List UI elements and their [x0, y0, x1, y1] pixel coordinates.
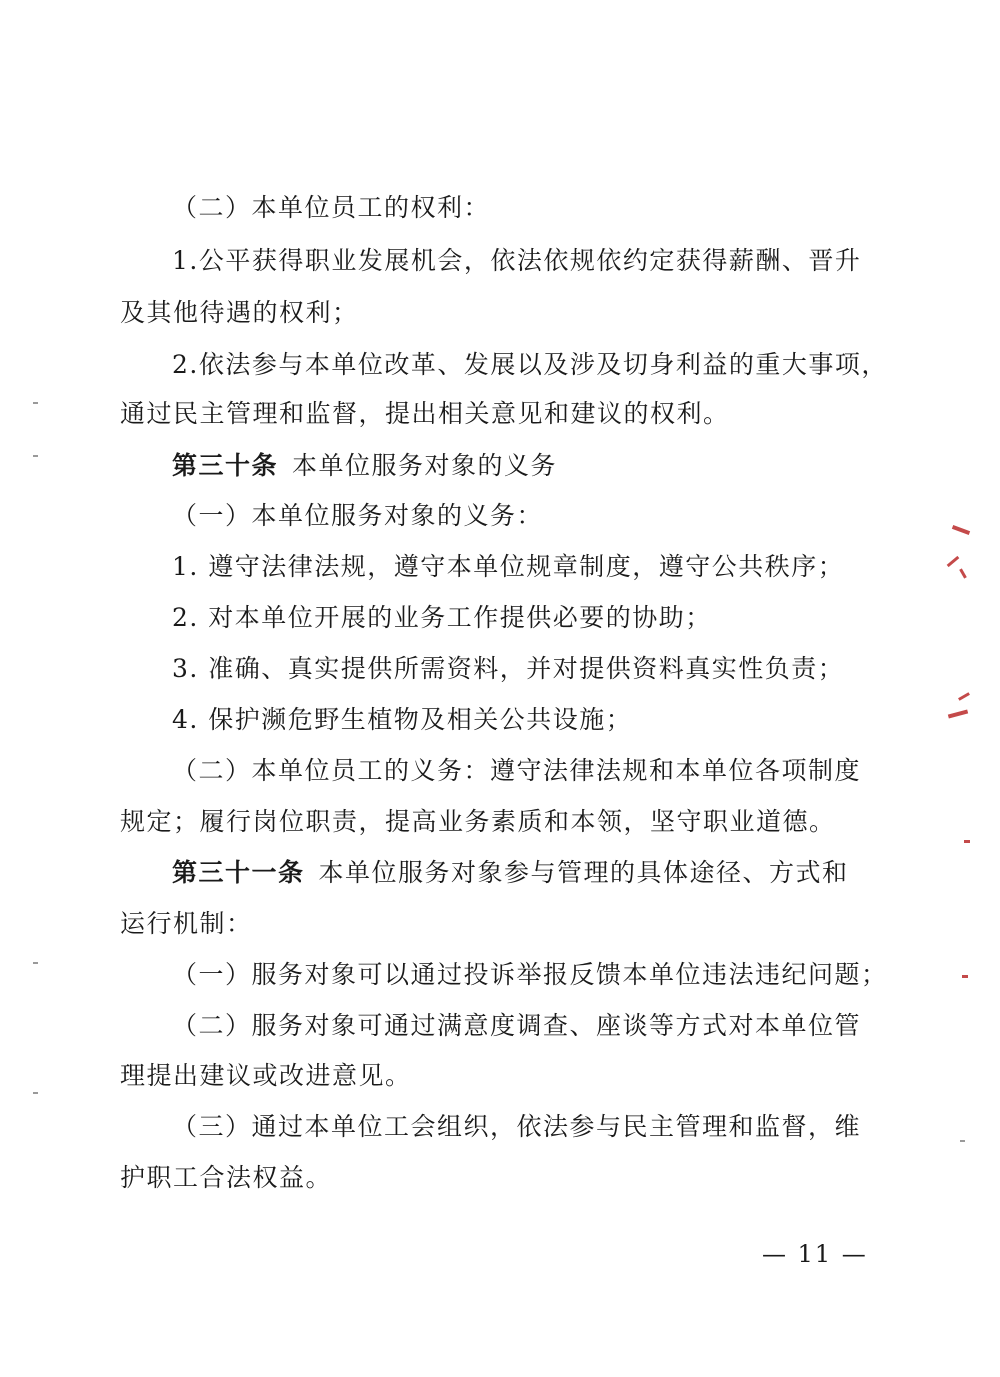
seal-mark	[964, 840, 970, 843]
text-line: 运行机制：	[120, 909, 253, 938]
article-title: 本单位服务对象参与管理的具体途径、方式和	[318, 858, 849, 887]
text-line: 2.依法参与本单位改革、发展以及涉及切身利益的重大事项，	[172, 350, 888, 379]
text-line: 1. 遵守法律法规，遵守本单位规章制度，遵守公共秩序；	[172, 552, 845, 581]
seal-mark	[958, 692, 970, 701]
article-title: 本单位服务对象的义务	[292, 451, 558, 480]
text-line: （二）本单位员工的权利：	[172, 193, 491, 222]
seal-mark	[962, 975, 968, 978]
seal-mark	[948, 709, 968, 718]
seal-mark	[952, 525, 970, 535]
article-heading	[172, 857, 849, 889]
text-line: （一）本单位服务对象的义务：	[172, 501, 544, 530]
text-line: （三）通过本单位工会组织，依法参与民主管理和监督，维	[172, 1112, 862, 1141]
text-line: 2. 对本单位开展的业务工作提供必要的协助；	[172, 603, 712, 632]
page-number: — 11 —	[762, 1240, 868, 1268]
text-line: 护职工合法权益。	[120, 1163, 333, 1192]
text-line: 3. 准确、真实提供所需资料，并对提供资料真实性负责；	[172, 654, 845, 683]
article-number: 第三十条	[172, 451, 279, 480]
text-line: 4. 保护濒危野生植物及相关公共设施；	[172, 705, 633, 734]
text-line: 1.公平获得职业发展机会，依法依规依约定获得薪酬、晋升	[172, 246, 862, 275]
seal-mark	[959, 568, 967, 578]
text-line: 理提出建议或改进意见。	[120, 1061, 412, 1090]
text-line: （二）本单位员工的义务：遵守法律法规和本单位各项制度	[172, 756, 862, 785]
text-line: 及其他待遇的权利；	[120, 298, 359, 327]
scan-speck	[33, 455, 38, 457]
text-line: （一）服务对象可以通过投诉举报反馈本单位违法违纪问题；	[172, 960, 888, 989]
seal-mark	[947, 556, 960, 567]
scan-speck	[33, 402, 38, 404]
scan-speck	[960, 1140, 965, 1142]
text-line: 通过民主管理和监督，提出相关意见和建议的权利。	[120, 399, 730, 428]
scan-speck	[33, 1092, 38, 1094]
text-line: （二）服务对象可通过满意度调查、座谈等方式对本单位管	[172, 1011, 862, 1040]
scan-speck	[33, 962, 38, 964]
article-heading	[172, 450, 557, 482]
article-number: 第三十一条	[172, 858, 305, 887]
text-line: 规定；履行岗位职责，提高业务素质和本领，坚守职业道德。	[120, 807, 836, 836]
